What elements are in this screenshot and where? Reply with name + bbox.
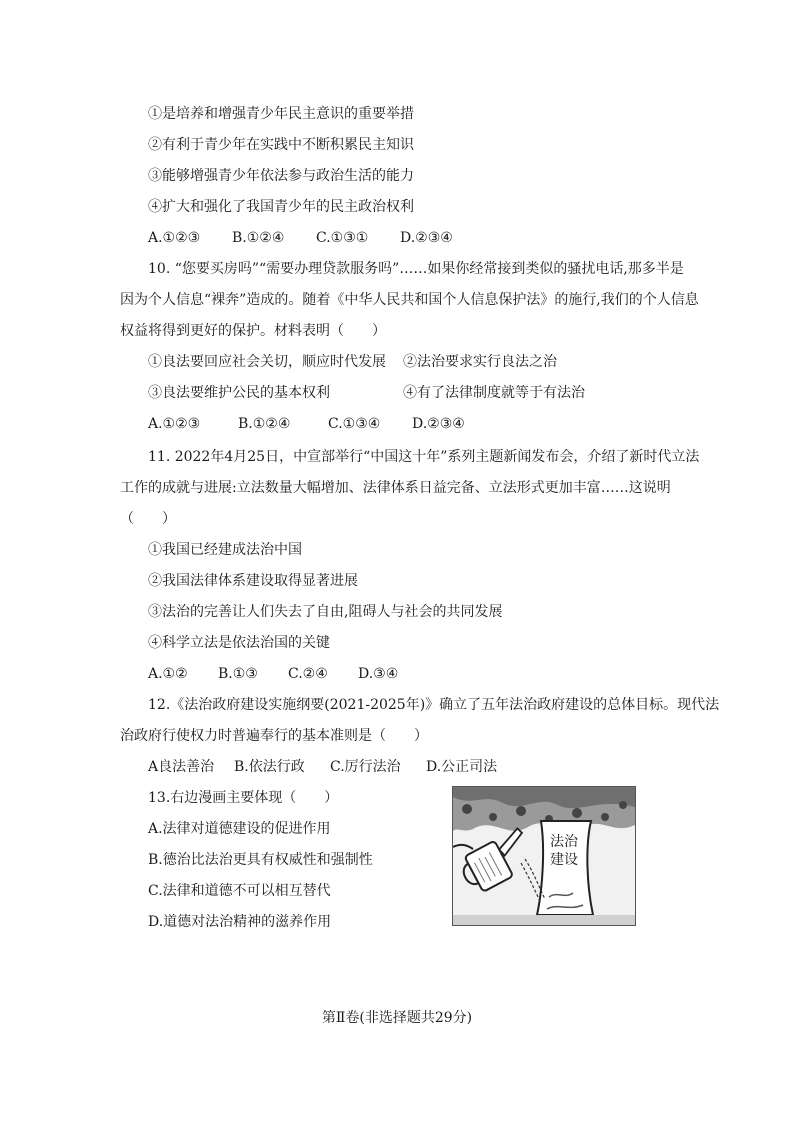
q10-stem-line-2: 因为个人信息“裸奔”造成的。随着《中华人民共和国个人信息保护法》的施行,我们的个人信息 (120, 292, 699, 308)
q10-option-c: C.①③④ (328, 416, 381, 432)
cartoon-char-1: 法 (550, 834, 564, 850)
q9-statement-1: ①是培养和增强青少年民主意识的重要举措 (148, 106, 414, 122)
q10-statement-1: ①良法要回应社会关切，顺应时代发展 (148, 354, 386, 370)
q13-option-b: B.德治比法治更具有权威性和强制性 (148, 852, 373, 868)
q12-option-c: C.厉行法治 (330, 759, 401, 775)
q12-option-d: D.公正司法 (426, 759, 498, 775)
q9-statement-3: ③能够增强青少年依法参与政治生活的能力 (148, 168, 414, 184)
q11-option-b: B.①③ (218, 666, 258, 682)
q9-option-d: D.②③④ (400, 230, 453, 246)
q10-option-b: B.①②④ (238, 416, 291, 432)
q13-option-d: D.道德对法治精神的滋养作用 (148, 914, 332, 930)
q12-option-b: B.依法行政 (234, 759, 305, 775)
q12-options (148, 757, 497, 777)
q10-option-a: A.①②③ (148, 416, 201, 432)
q13-option-c: C.法律和道德不可以相互替代 (148, 883, 331, 899)
q11-statement-4: ④科学立法是依法治国的关键 (148, 635, 330, 651)
q10-statement-2: ②法治要求实行良法之治 (403, 354, 557, 370)
cartoon-trunk-text (550, 833, 590, 869)
q11-options (148, 664, 398, 684)
q11-stem-line-1: 11. 2022年4月25日，中宣部举行“中国这十年”系列主题新闻发布会，介绍了新时代立法 (148, 449, 700, 465)
q11-statement-2: ②我国法律体系建设取得显著进展 (148, 573, 358, 589)
q11-option-c: C.②④ (288, 666, 328, 682)
q9-option-a: A.①②③ (148, 230, 201, 246)
q10-options (148, 414, 465, 434)
q11-option-a: A.①② (148, 666, 188, 682)
q10-option-d: D.②③④ (412, 416, 465, 432)
q10-stem-line-3: 权益将得到更好的保护。材料表明（ ） (120, 323, 386, 339)
q10-statement-3: ③良法要维护公民的基本权利 (148, 385, 330, 401)
q11-statement-3: ③法治的完善让人们失去了自由,阻碍人与社会的共同发展 (148, 604, 503, 620)
q12-stem-line-1: 12.《法治政府建设实施纲要(2021-2025年)》确立了五年法治政府建设的总体目标。现代法 (148, 697, 720, 713)
q9-options (148, 228, 453, 248)
q12-option-a: A良法善治 (148, 759, 215, 775)
q12-stem-line-2: 治政府行使权力时普遍奉行的基本准则是（ ） (120, 728, 428, 744)
q13-stem: 13.右边漫画主要体现（ ） (148, 790, 339, 806)
q11-stem-line-3: （ ） (120, 511, 176, 527)
q11-stem-line-2: 工作的成就与进展:立法数量大幅增加、法律体系日益完备、立法形式更加丰富……这说明 (120, 480, 671, 496)
section-heading: 第Ⅱ卷(非选择题共29分) (321, 1010, 473, 1026)
cartoon-char-3: 建 (550, 852, 564, 868)
q10-statement-4: ④有了法律制度就等于有法治 (403, 385, 585, 401)
q11-option-d: D.③④ (358, 666, 399, 682)
cartoon-illustration (452, 786, 636, 926)
q11-statement-1: ①我国已经建成法治中国 (148, 542, 302, 558)
q9-option-b: B.①②④ (232, 230, 285, 246)
cartoon-char-2: 治 (564, 834, 578, 850)
q13-option-a: A.法律对道德建设的促进作用 (148, 821, 331, 837)
q9-option-c: C.①③① (316, 230, 369, 246)
q10-stem-line-1: 10. “您要买房吗”“需要办理贷款服务吗”……如果你经常接到类似的骚扰电话,那多半是 (148, 261, 684, 277)
q9-statement-4: ④扩大和强化了我国青少年的民主政治权利 (148, 199, 414, 215)
q9-statement-2: ②有利于青少年在实践中不断积累民主知识 (148, 137, 414, 153)
cartoon-char-4: 设 (564, 852, 578, 868)
